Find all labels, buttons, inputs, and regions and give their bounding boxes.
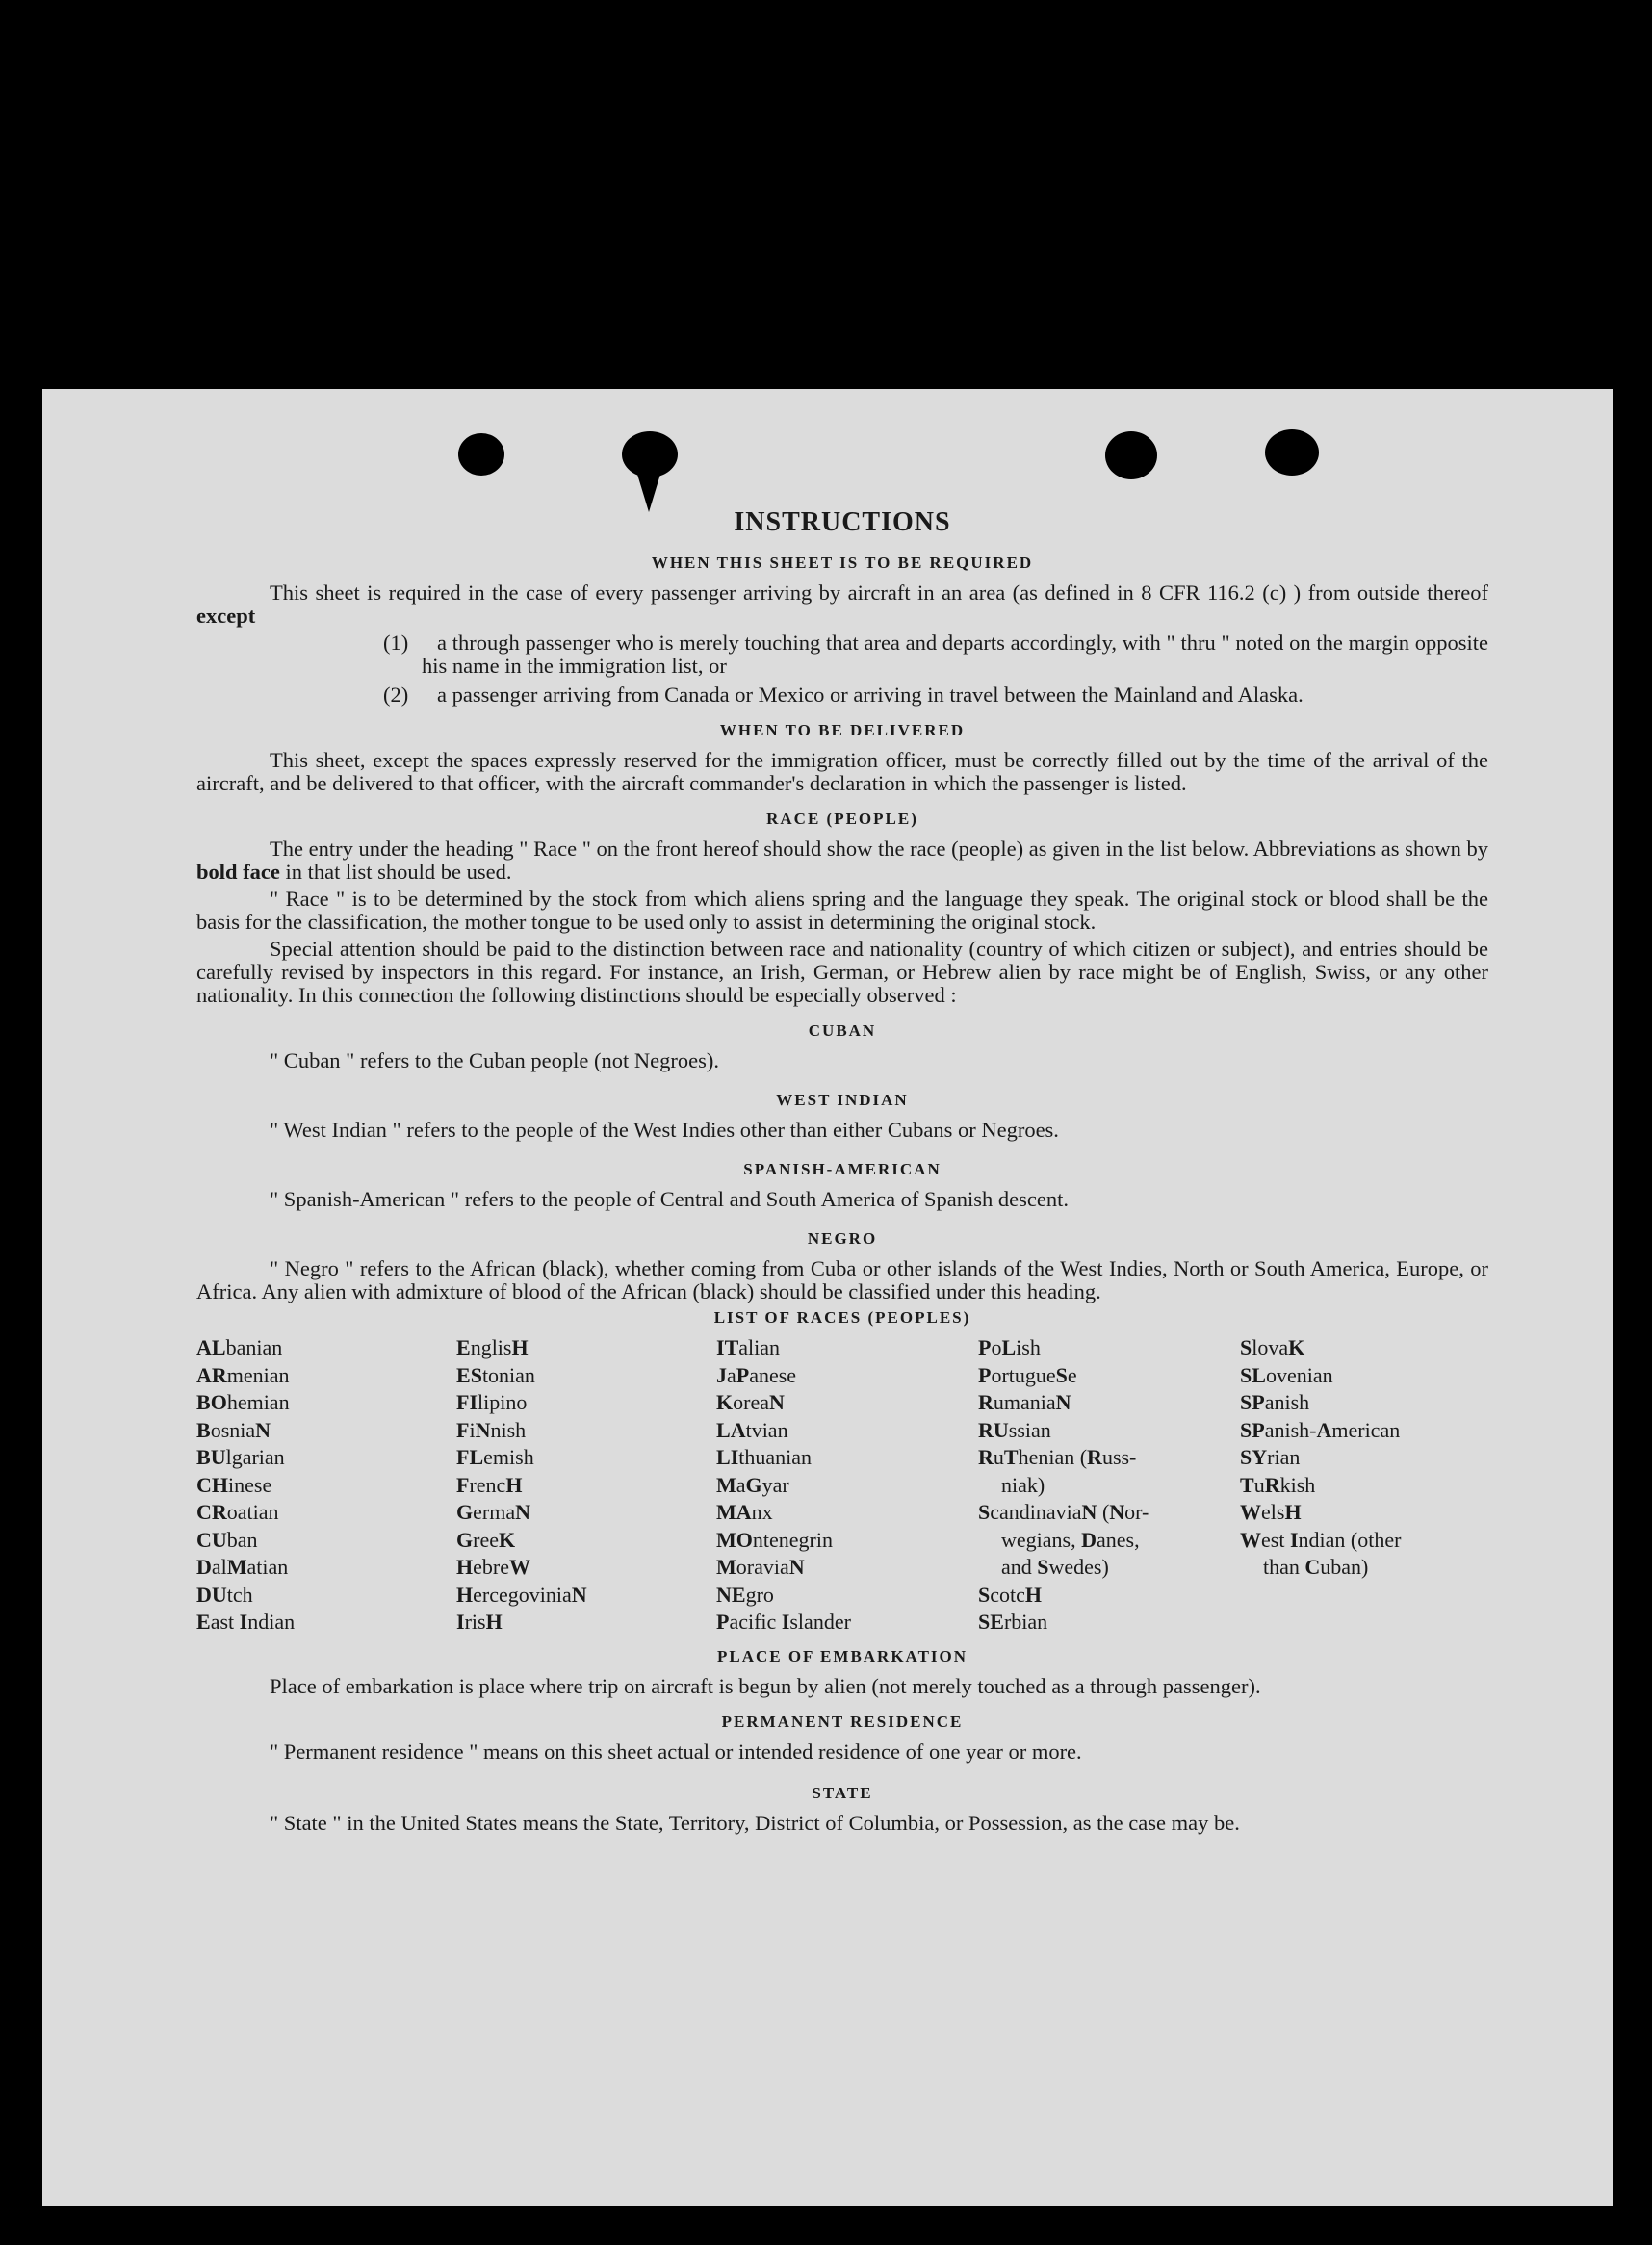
races-column-4 <box>978 1334 1240 1637</box>
race-entry: ITalian <box>716 1335 781 1359</box>
races-list <box>196 1334 1488 1637</box>
paragraph-race-3: Special attention should be paid to the distinction between race and nationality (country of which citizen or subject), and entries should be carefully revised by inspectors in this regard. For instance, an Irish, German, or Hebrew alien by race might be of English, Swiss, or any other nationality. In this connection the following distinctions should be especially observed : <box>196 937 1488 1007</box>
race-entry: MAnx <box>716 1500 773 1524</box>
heading-permanent-residence: PERMANENT RESIDENCE <box>721 1712 964 1731</box>
race-entry: SYrian <box>1240 1445 1301 1469</box>
race-entry: MOntenegrin <box>716 1527 833 1552</box>
race-entry: FIlipino <box>456 1390 528 1414</box>
races-column-5 <box>1240 1334 1490 1637</box>
race-entry: MaGyar <box>716 1472 789 1497</box>
heading-spanish-american: SPANISH-AMERICAN <box>743 1160 942 1178</box>
heading-cuban: CUBAN <box>808 1021 877 1040</box>
race-entry: SErbian <box>978 1610 1048 1634</box>
race-entry: MoraviaN <box>716 1555 805 1579</box>
race-entry: LIthuanian <box>716 1445 813 1469</box>
race-entry: SPanish <box>1240 1390 1310 1414</box>
race-entry: ScotcH <box>978 1582 1043 1607</box>
race-entry: WelsH <box>1240 1500 1302 1524</box>
heading-race: RACE (PEOPLE) <box>766 810 918 828</box>
paragraph-race-1: The entry under the heading " Race " on the front hereof should show the race (people) as given in the list below. Abbreviations as shown by bold face in that list should be used. <box>196 837 1488 884</box>
race-entry: CHinese <box>196 1472 272 1497</box>
race-entry: SPanish-American <box>1240 1417 1401 1442</box>
race-entry: PortugueSe <box>978 1362 1077 1387</box>
race-entry: TuRkish <box>1240 1472 1316 1497</box>
race-entry: BosniaN <box>196 1417 271 1442</box>
race-entry: ALbanian <box>196 1335 283 1359</box>
heading-negro: NEGRO <box>807 1229 878 1248</box>
race-entry: SLovenian <box>1240 1362 1333 1387</box>
races-column-2 <box>456 1334 716 1637</box>
race-entry: Pacific Islander <box>716 1610 851 1634</box>
exception-item-1: (1) a through passenger who is merely touching that area and departs accordingly, with " thru " noted on the margin opposite his name in the immigration list, or <box>383 631 1488 678</box>
race-entry: EStonian <box>456 1362 535 1387</box>
heading-when-required: WHEN THIS SHEET IS TO BE REQUIRED <box>651 554 1034 572</box>
heading-place-of-embarkation: PLACE OF EMBARKATION <box>716 1646 968 1665</box>
race-entry: wegians, Danes, <box>1001 1527 1140 1552</box>
punch-hole <box>1265 429 1319 476</box>
heading-west-indian: WEST INDIAN <box>776 1091 909 1109</box>
race-entry: HebreW <box>456 1555 530 1579</box>
race-entry: KoreaN <box>716 1390 785 1414</box>
paragraph-state: " State " in the United States means the State, Territory, District of Columbia, or Possession, as the case may be. <box>270 1810 1240 1835</box>
paragraph-delivered: This sheet, except the spaces expressly reserved for the immigration officer, must be correctly filled out by the time of the arrival of the aircraft, and be delivered to that officer, with the aircraft commander's declaration in which the passenger is listed. <box>196 748 1488 795</box>
race-entry: JaPanese <box>716 1362 797 1387</box>
race-entry: RumaniaN <box>978 1390 1071 1414</box>
race-entry: DUtch <box>196 1582 253 1607</box>
race-entry: niak) <box>1001 1472 1045 1497</box>
paragraph-embarkation: Place of embarkation is place where trip on aircraft is begun by alien (not merely touched as a through passenger). <box>270 1673 1261 1698</box>
race-entry: East Indian <box>196 1610 296 1634</box>
paragraph-spanish-american: " Spanish-American " refers to the people of Central and South America of Spanish descent. <box>270 1187 1070 1211</box>
race-entry: EnglisH <box>456 1335 529 1359</box>
paragraph-race-2: " Race " is to be determined by the stock from which aliens spring and the language they speak. The original stock or blood shall be the basis for the classification, the mother tongue to be used only to assist in determining the original stock. <box>196 887 1488 934</box>
race-entry: BOhemian <box>196 1390 290 1414</box>
race-entry: FLemish <box>456 1445 534 1469</box>
race-entry: and Swedes) <box>1001 1555 1109 1579</box>
heading-state: STATE <box>812 1783 873 1802</box>
race-entry: BUlgarian <box>196 1445 285 1469</box>
race-entry: GermaN <box>456 1500 530 1524</box>
race-entry: GreeK <box>456 1527 516 1552</box>
race-entry: than Cuban) <box>1263 1555 1369 1579</box>
instructions-body <box>196 506 1488 1839</box>
race-entry: ARmenian <box>196 1362 290 1387</box>
race-entry: DalMatian <box>196 1555 289 1579</box>
paragraph-negro: " Negro " refers to the African (black), whether coming from Cuba or other islands of the West Indies, North or South America, Europe, or Africa. Any alien with admixture of blood of the African (black) should be classified under this heading. <box>196 1256 1488 1303</box>
race-entry: West Indian (other <box>1240 1527 1402 1552</box>
race-entry: CUban <box>196 1527 258 1552</box>
heading-when-delivered: WHEN TO BE DELIVERED <box>719 721 966 739</box>
race-entry: RUssian <box>978 1417 1051 1442</box>
paragraph-residence: " Permanent residence " means on this sheet actual or intended residence of one year or more. <box>270 1739 1082 1764</box>
race-entry: SlovaK <box>1240 1335 1305 1359</box>
paragraph-required: This sheet is required in the case of every passenger arriving by aircraft in an area (as defined in 8 CFR 116.2 (c) ) from outside thereof except <box>196 581 1488 628</box>
race-entry: RuThenian (Russ- <box>978 1445 1137 1469</box>
race-entry: NEgro <box>716 1582 774 1607</box>
race-entry: ScandinaviaN (Nor- <box>978 1500 1149 1524</box>
races-column-1 <box>196 1334 456 1637</box>
page-title: INSTRUCTIONS <box>734 507 951 537</box>
exception-item-2: (2) a passenger arriving from Canada or Mexico or arriving in travel between the Mainland and Alaska. <box>383 683 1304 707</box>
punch-hole <box>1105 431 1157 479</box>
punch-hole <box>458 433 504 476</box>
heading-list-of-races: LIST OF RACES (PEOPLES) <box>713 1308 971 1327</box>
race-entry: LAtvian <box>716 1417 788 1442</box>
race-entry: HercegoviniaN <box>456 1582 587 1607</box>
race-entry: CRoatian <box>196 1500 279 1524</box>
race-entry: FrencH <box>456 1472 523 1497</box>
races-column-3 <box>716 1334 978 1637</box>
document-sheet <box>42 389 1613 2206</box>
race-entry: PoLish <box>978 1335 1041 1359</box>
race-entry: IrisH <box>456 1610 503 1634</box>
race-entry: FiNnish <box>456 1417 527 1442</box>
paragraph-cuban: " Cuban " refers to the Cuban people (not Negroes). <box>270 1048 719 1072</box>
paragraph-west-indian: " West Indian " refers to the people of the West Indies other than either Cubans or Negroes. <box>270 1118 1059 1142</box>
except-bold: except <box>196 604 256 628</box>
